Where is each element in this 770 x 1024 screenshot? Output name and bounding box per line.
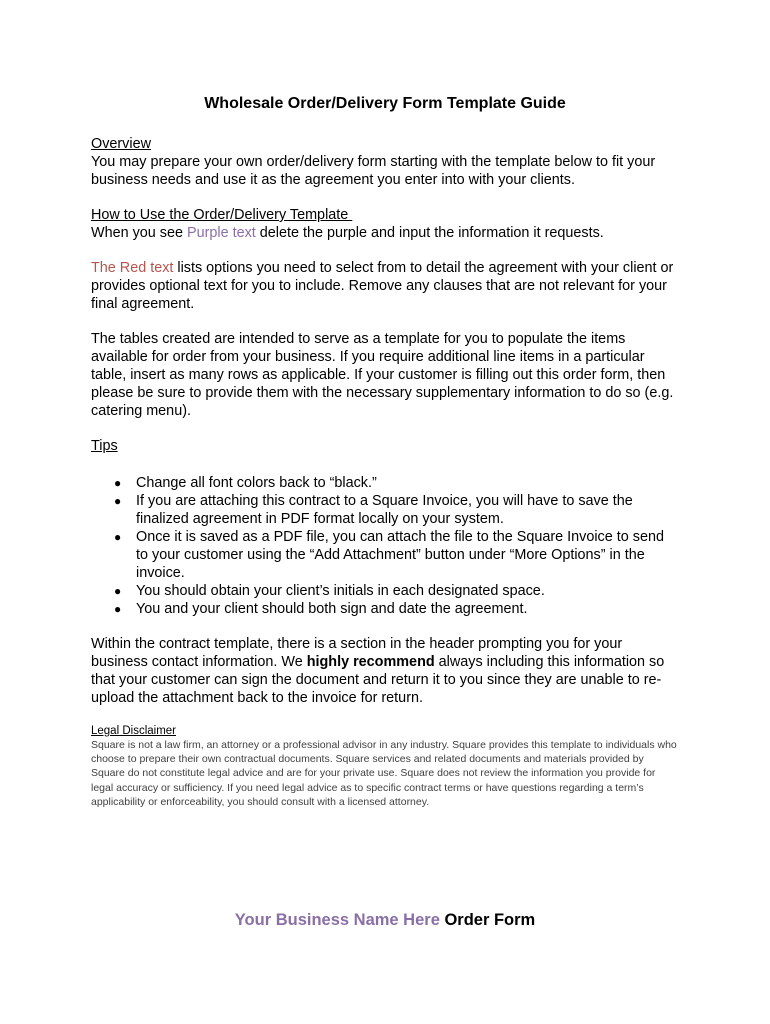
red-text-rest: lists options you need to select from to detail the agreement with your client or provides optional text for you to include. Remove any clauses that are not relevant for your final agreement. (91, 260, 674, 312)
tips-section (91, 437, 679, 618)
contract-after: always including this information so that your customer can sign the document and return it to you since they are unable to re-upload the attachment back to the invoice for return. (91, 654, 665, 706)
overview-text: You may prepare your own order/delivery form starting with the template below to fit your business needs and use it as the agreement you enter into with your clients. (91, 154, 656, 188)
tables-paragraph: The tables created are intended to serve as a template for you to populate the items available for order from your business. If you require additional line items in a particular table, insert as many rows as applicable. If your customer is filling out this order form, then please be sure to provide them with the necessary supplementary information to do so (e.g. catering menu). (91, 331, 674, 419)
how-to-section (91, 206, 679, 242)
legal-disclaimer-section (91, 725, 679, 809)
business-name-placeholder: Your Business Name Here (234, 911, 440, 929)
tip-item: ● Change all font colors back to “black.” (136, 474, 679, 492)
contract-before: Within the contract template, there is a section in the header prompting you for your business contact information. We (91, 636, 623, 670)
how-to-heading: How to Use the Order/Delivery Template (91, 207, 353, 223)
contract-paragraph (91, 635, 679, 707)
how-to-prefix: When you see (91, 225, 187, 241)
tip-item: ● You should obtain your client’s initials in each designated space. (136, 582, 679, 600)
tips-heading: Tips (91, 438, 118, 454)
document-title: Wholesale Order/Delivery Form Template Guide (204, 95, 566, 112)
red-text-sample: The Red text (91, 260, 174, 276)
highly-recommend: highly recommend (306, 654, 435, 670)
tip-item: ● Once it is saved as a PDF file, you can attach the file to the Square Invoice to send to your customer using the “Add Attachment” button under “More Options” in the invoice. (136, 528, 679, 582)
overview-section (91, 135, 679, 189)
order-form-label: Order Form (439, 911, 536, 929)
tips-list (91, 474, 679, 618)
purple-text-sample: Purple text (187, 225, 256, 241)
tip-item: ● You and your client should both sign and date the agreement. (136, 600, 679, 618)
overview-heading: Overview (91, 136, 151, 152)
legal-disclaimer-heading: Legal Disclaimer (91, 725, 177, 737)
how-to-text (91, 224, 679, 242)
legal-disclaimer-text: Square is not a law firm, an attorney or a professional advisor in any industry. Square provides this template to individuals who choose to prepare their own contractual documents. Square services and related documents and materials provided by Square do not constitute legal advice and are for your private use. Square does not review the information you provide for legal accuracy or sufficiency. If you need legal advice as to specific contract terms or have questions regarding a term’s applicability or enforceability, you should consult with a licensed attorney. (91, 739, 677, 808)
order-form-title (0, 909, 770, 931)
red-text-paragraph (91, 259, 679, 313)
how-to-suffix: delete the purple and input the information it requests. (255, 225, 604, 241)
tip-item: ● If you are attaching this contract to a Square Invoice, you will have to save the finalized agreement in PDF format locally on your system. (136, 492, 679, 528)
